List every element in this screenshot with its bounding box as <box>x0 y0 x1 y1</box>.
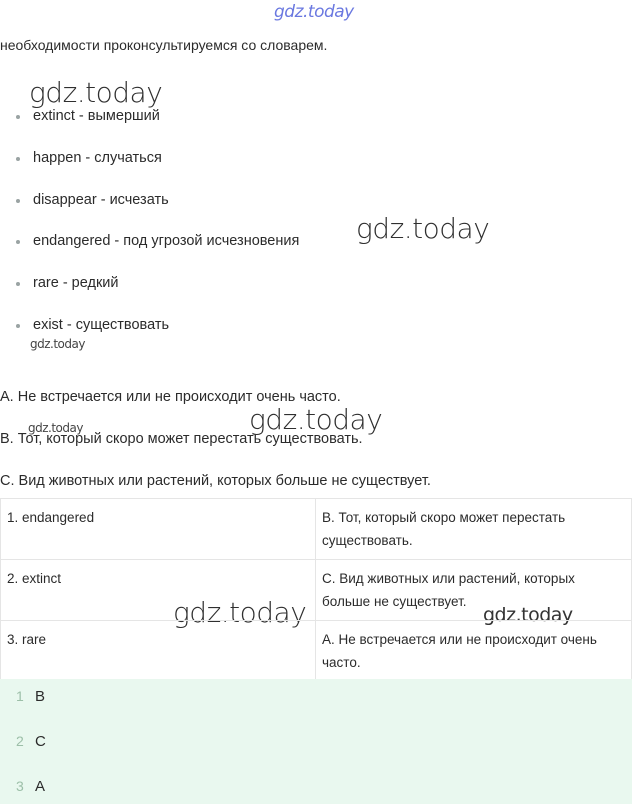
answer-number: 1 <box>16 688 24 704</box>
watermark: gdz.today <box>356 212 490 245</box>
answer-number: 2 <box>16 733 24 749</box>
answer-value: C <box>35 733 46 750</box>
table-cell-definition: C. Вид животных или растений, которых больше не существует. <box>316 560 632 621</box>
watermark: gdz.today <box>483 604 573 626</box>
list-item: rare - редкий <box>16 273 299 315</box>
matching-table <box>0 498 632 682</box>
answer-value: B <box>35 688 46 705</box>
table-row <box>1 499 632 560</box>
list-item: extinct - вымерший <box>16 106 299 148</box>
table-cell-word: 1. endangered <box>1 499 316 560</box>
watermark: gdz.today <box>173 596 307 629</box>
list-item: endangered - под угрозой исчезновения <box>16 231 299 273</box>
definition-c: C. Вид животных или растений, которых больше не существует. <box>0 473 431 489</box>
watermark: gdz.today <box>30 337 85 351</box>
watermark: gdz.today <box>29 76 163 109</box>
definition-a: A. Не встречается или не происходит очень часто. <box>0 389 341 405</box>
answer-value: A <box>35 778 46 795</box>
watermark: gdz.today <box>28 421 83 435</box>
answers-block <box>0 679 632 804</box>
table-cell-word: 3. rare <box>1 621 316 682</box>
watermark-top: gdz.today <box>274 2 354 22</box>
definition-b: B. Тот, который скоро может перестать существовать. <box>0 431 363 447</box>
list-item: happen - случаться <box>16 148 299 190</box>
table-row <box>1 560 632 621</box>
intro-text: необходимости проконсультируемся со словарем. <box>0 37 328 53</box>
table-row <box>1 621 632 682</box>
table-cell-word: 2. extinct <box>1 560 316 621</box>
vocabulary-list <box>16 106 299 357</box>
list-item: disappear - исчезать <box>16 190 299 232</box>
watermark: gdz.today <box>249 403 383 436</box>
answer-number: 3 <box>16 778 24 794</box>
table-cell-definition: B. Тот, который скоро может перестать существовать. <box>316 499 632 560</box>
table-cell-definition: A. Не встречается или не происходит очень часто. <box>316 621 632 682</box>
list-item: exist - существовать <box>16 315 299 357</box>
